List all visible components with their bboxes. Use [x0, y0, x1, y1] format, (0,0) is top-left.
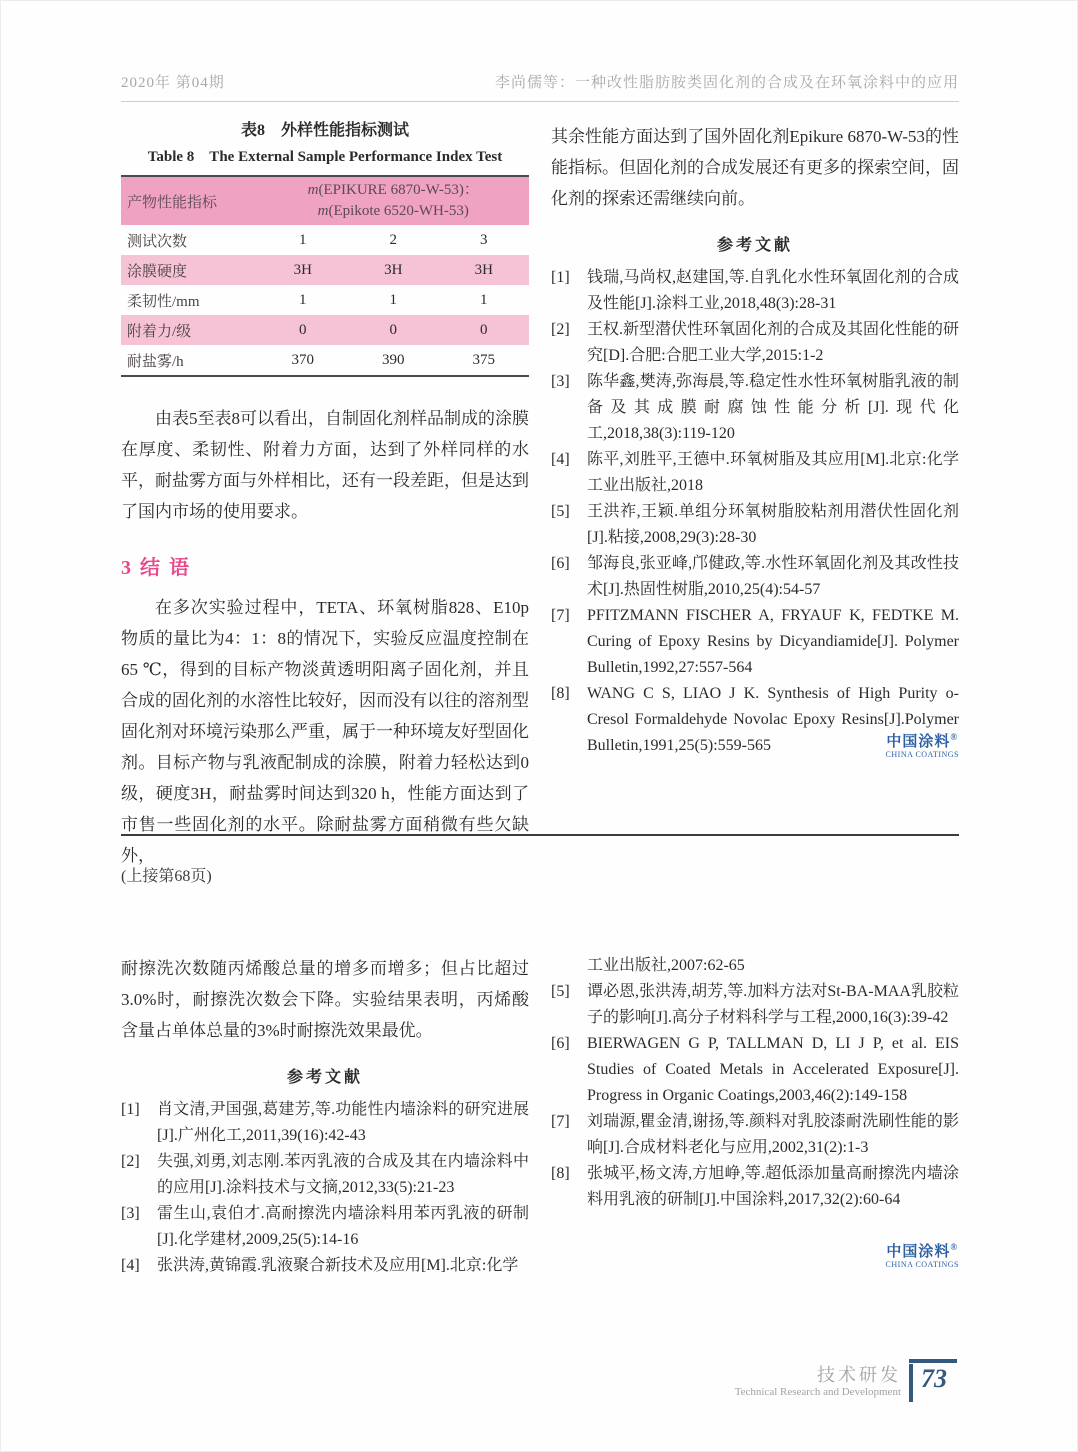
- reference-item: [6] BIERWAGEN G P, TALLMAN D, LI J P, et al. EIS Studies of Coated Metals in Accelerated Exposure[J]. Progress in Organic Coatings,2003,46(2):149-158: [551, 1035, 959, 1104]
- references-heading: 参考文献: [716, 237, 793, 254]
- italic-m: m: [307, 182, 319, 198]
- reference-item: [5] 王洪祚,王颖.单组分环氧树脂胶粘剂用潜伏性固化剂[J].粘接,2008,29(3):28-30: [551, 503, 959, 546]
- china-coatings-logo: 中国涂料® CHINA COATINGS: [885, 732, 959, 759]
- reference-item: [1] 肖文清,尹国强,葛建芳,等.功能性内墙涂料的研究进展[J].广州化工,2011,39(16):42-43: [121, 1101, 529, 1144]
- references-heading: 参考文献: [286, 1069, 363, 1086]
- reference-item: [6] 邹海良,张亚峰,邝健政,等.水性环氧固化剂及其改性技术[J].热固性树脂,2010,25(4):54-57: [551, 555, 959, 598]
- column-top-right: [551, 121, 959, 759]
- reference-item: [3] 陈华鑫,樊涛,弥海晨,等.稳定性水性环氧树脂乳液的制备及其成膜耐腐蚀性能分析[J].现代化工,2018,38(3):119-120: [551, 373, 959, 442]
- page-footer: [735, 1359, 957, 1402]
- table8-title-en: Table 8 The External Sample Performance Index Test: [147, 149, 503, 165]
- table-header-label: 产物性能指标: [127, 194, 218, 211]
- table-row: 柔韧性/mm 1 1 1: [127, 291, 488, 310]
- reference-item: [2] 失强,刘勇,刘志刚.苯丙乳液的合成及其在内墙涂料中的应用[J].涂料技术与文摘,2012,33(5):21-23: [121, 1153, 529, 1196]
- china-coatings-logo: 中国涂料® CHINA COATINGS: [885, 1242, 959, 1269]
- reference-item: [5] 谭必恩,张洪涛,胡芳,等.加料方法对St-BA-MAA乳胶粒子的影响[J].高分子材料科学与工程,2000,16(3):39-42: [551, 983, 959, 1026]
- reference-item: [4] 张洪涛,黄锦霞.乳液聚合新技术及应用[M].北京:化学: [121, 1257, 519, 1274]
- article-divider-rule: [121, 834, 959, 836]
- table-row: 附着力/级 0 0 0: [121, 315, 529, 345]
- table-row: 耐盐雾/h 370 390 375: [127, 351, 495, 370]
- paragraph-table-summary: 由表5至表8可以看出，自制固化剂样品制成的涂膜在厚度、柔韧性、附着力方面，达到了外样同样的水平，耐盐雾方面与外样相比，还有一段差距，但是达到了国内市场的使用要求。: [121, 409, 529, 521]
- reference-item: [3] 雷生山,袁伯才.高耐擦洗内墙涂料用苯丙乳液的研制[J].化学建材,2009,25(5):14-16: [121, 1205, 529, 1248]
- page-header: [121, 71, 959, 92]
- running-title: 李尚儒等：一种改性脂肪胺类固化剂的合成及在环氧涂料中的应用: [494, 75, 959, 91]
- table-row: 测试次数 1 2 3: [127, 231, 488, 250]
- reference-item: [8] 张城平,杨文涛,方旭峥,等.超低添加量高耐擦洗内墙涂料用乳液的研制[J].中国涂料,2017,32(2):60-64: [551, 1165, 959, 1208]
- continuation-note: (上接第68页): [121, 868, 212, 885]
- reference-item: [4] 陈平,刘胜平,王德中.环氧树脂及其应用[M].北京:化学工业出版社,2018: [551, 451, 959, 494]
- column-bottom-left: [121, 953, 529, 1279]
- column-bottom-right: [551, 953, 959, 1269]
- table8-performance-table: [121, 175, 529, 377]
- table-header-value: m(EPIKURE 6870-W-53)： m(Epikote 6520-WH-53): [307, 182, 479, 219]
- footer-section-label: 技术研发 Technical Research and Development: [734, 1365, 901, 1398]
- table-header-row: [121, 176, 529, 225]
- reference-item: [1] 钱瑞,马尚权,赵建国,等.自乳化水性环氧固化剂的合成及性能[J].涂料工业,2018,48(3):28-31: [551, 269, 959, 312]
- table-row: 涂膜硬度 3H 3H 3H: [121, 255, 529, 285]
- reference-item: [8] WANG C S, LIAO J K. Synthesis of High Purity o-Cresol Formaldehyde Novolac Epoxy Resins[J].Polymer Bulletin,1991,25(5):559-565: [551, 685, 959, 754]
- paragraph-conclusion-right: 其余性能方面达到了国外固化剂Epikure 6870-W-53的性能指标。但固化剂的合成发展还有更多的探索空间，固化剂的探索还需继续向前。: [551, 127, 959, 208]
- page-number: 73: [909, 1364, 957, 1402]
- page-number-bracket: [909, 1359, 957, 1402]
- reference-continuation: 工业出版社,2007:62-65: [587, 957, 745, 974]
- issue-label: 2020年 第04期: [121, 75, 225, 91]
- table8-title-zh: 表8 外样性能指标测试: [240, 122, 409, 139]
- reference-item: [7] 刘瑞源,瞿金清,谢扬,等.颜料对乳胶漆耐洗刷性能的影响[J].合成材料老化与应用,2002,31(2):1-3: [551, 1113, 959, 1156]
- italic-m: m: [317, 203, 329, 219]
- paragraph-article2: 耐擦洗次数随丙烯酸总量的增多而增多；但占比超过3.0%时，耐擦洗次数会下降。实验结果表明，丙烯酸含量占单体总量的3%时耐擦洗效果最优。: [121, 959, 529, 1040]
- header-rule: [121, 101, 959, 102]
- paragraph-conclusion-left: 在多次实验过程中，TETA、环氧树脂828、E10p物质的量比为4：1：8的情况下，实验反应温度控制在65 ℃，得到的目标产物淡黄透明阳离子固化剂，并且合成的固化剂的水溶性比较好，因而没有以往的溶剂型固化剂对环境污染那么严重，属于一种环境友好型固化剂。目标产物与乳液配制成的涂膜，附着力轻松达到0级，硬度3H，耐盐雾时间达到320 h，性能方面达到了市售一些固化剂的水平。除耐盐雾方面稍微有些欠缺外，: [121, 598, 529, 865]
- section-heading-conclusion: 3 结 语: [121, 557, 191, 579]
- reference-item: [2] 王权.新型潜伏性环氧固化剂的合成及其固化性能的研究[D].合肥:合肥工业大学,2015:1-2: [551, 321, 960, 364]
- column-top-left: [121, 117, 529, 871]
- reference-item: [7] PFITZMANN FISCHER A, FRYAUF K, FEDTKE M. Curing of Epoxy Resins by Dicyandiamide[J]. Polymer Bulletin,1992,27:557-564: [551, 607, 959, 676]
